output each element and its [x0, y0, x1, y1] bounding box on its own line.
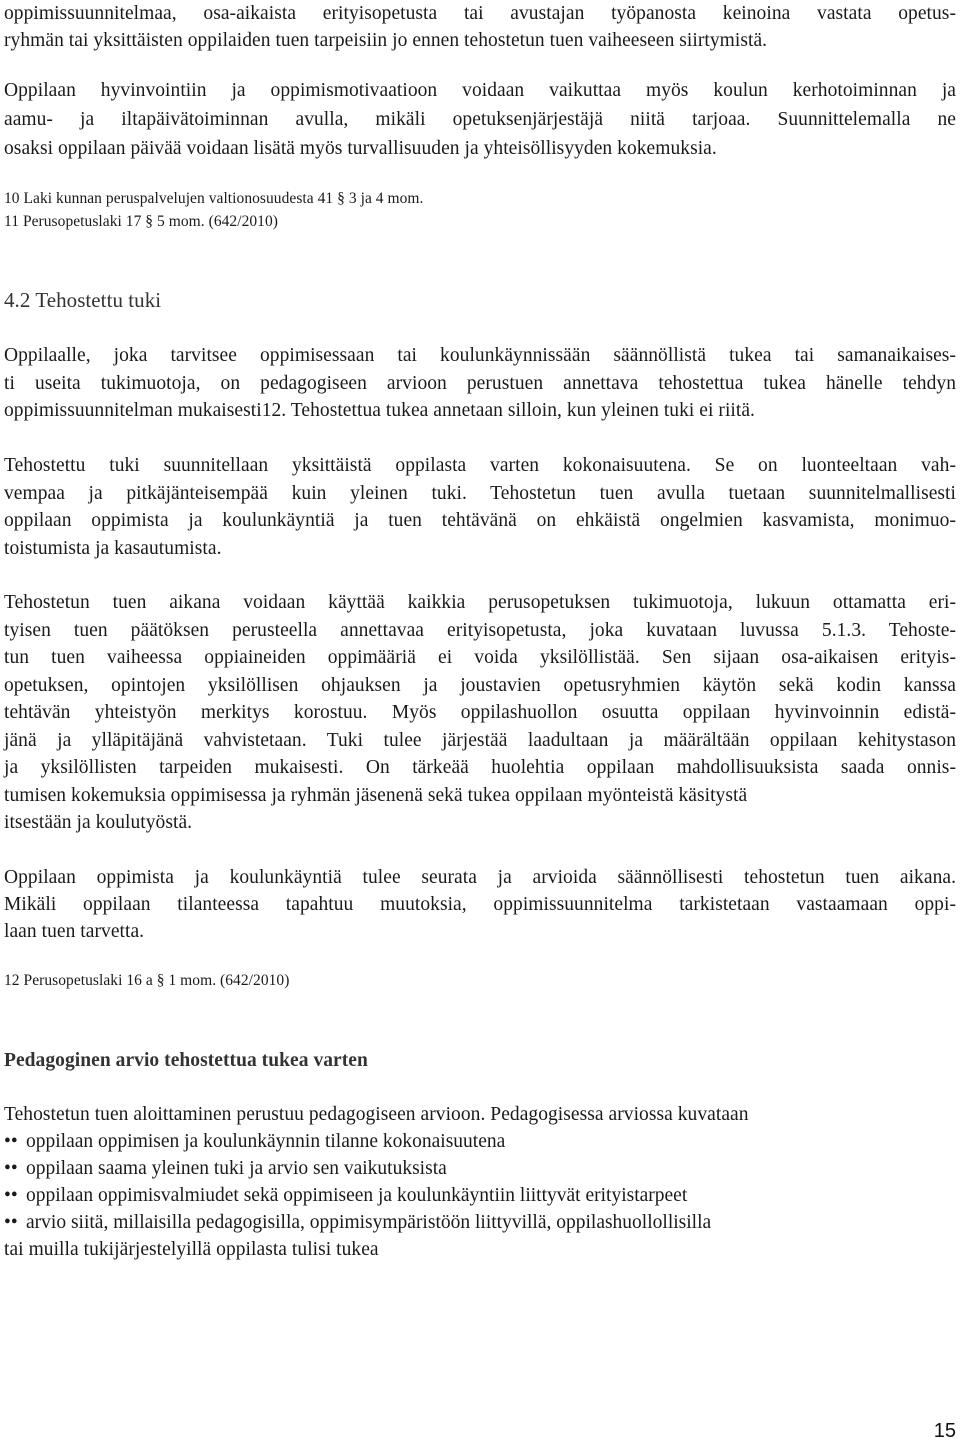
- paragraph-line: opetuksen, opintojen yksilöllisen ohjauksen ja joustavien opetusryhmien käytön sekä kodin kanssa: [4, 675, 956, 696]
- bullet-icon: ••: [4, 1212, 18, 1233]
- footnote: 12 Perusopetuslaki 16 a § 1 mom. (642/2010): [4, 972, 290, 989]
- paragraph-line: oppilaan oppimista ja koulunkäyntiä ja tuen tehtävänä on ehkäistä ongelmien kasvamista, monimuo-: [4, 510, 956, 531]
- section-heading: 4.2 Tehostettu tuki: [4, 288, 162, 312]
- paragraph-line: tehtävän yhteistyön merkitys korostuu. Myös oppilashuollon osuutta oppilaan hyvinvoinnin edistä-: [4, 702, 956, 723]
- footnote: 11 Perusopetuslaki 17 § 5 mom. (642/2010): [4, 213, 278, 230]
- list-item-continuation: tai muilla tukijärjestelyillä oppilasta tulisi tukea: [4, 1239, 379, 1260]
- paragraph-line: vempaa ja pitkäjänteisempää kuin yleinen tuki. Tehostetun tuen avulla tuetaan suunnitelmallisesti: [4, 483, 956, 504]
- paragraph-line: Oppilaan hyvinvointiin ja oppimismotivaatioon voidaan vaikuttaa myös koulun kerhotoiminnan ja: [4, 80, 956, 101]
- paragraph-line: tyisen tuen päätöksen perusteella annettavaa erityisopetusta, joka kuvataan luvussa 5.1.3. Tehoste-: [4, 620, 956, 641]
- footnote: 10 Laki kunnan peruspalvelujen valtionosuudesta 41 § 3 ja 4 mom.: [4, 190, 424, 207]
- list-item: [4, 1128, 505, 1155]
- paragraph-line: Oppilaalle, joka tarvitsee oppimisessaan tai koulunkäynnissään säännöllistä tukea tai samanaikaises-: [4, 345, 956, 366]
- list-item-text: arvio siitä, millaisilla pedagogisilla, oppimisympäristöön liittyvillä, oppilashuollollisilla: [26, 1212, 712, 1233]
- paragraph-line: Oppilaan oppimista ja koulunkäyntiä tulee seurata ja arvioida säännöllisesti tehostetun tuen aikana.: [4, 867, 956, 888]
- list-item: [4, 1209, 711, 1236]
- paragraph-line: Mikäli oppilaan tilanteessa tapahtuu muutoksia, oppimissuunnitelma tarkistetaan vastaamaan oppi-: [4, 894, 956, 915]
- paragraph-line: tumisen kokemuksia oppimisessa ja ryhmän jäsenenä sekä tukea oppilaan myönteistä käsitystä: [4, 785, 748, 806]
- list-item-text: oppilaan oppimisvalmiudet sekä oppimiseen ja koulunkäyntiin liittyvät erityistarpeet: [26, 1185, 688, 1206]
- paragraph-line: ti useita tukimuotoja, on pedagogiseen arvioon perustuen annettava tehostettua tukea hänelle tehdyn: [4, 373, 956, 394]
- list-item: [4, 1182, 687, 1209]
- paragraph-line: ryhmän tai yksittäisten oppilaiden tuen tarpeisiin jo ennen tehostetun tuen vaiheeseen siirtymistä.: [4, 30, 768, 51]
- bullet-icon: ••: [4, 1185, 18, 1206]
- paragraph-line: Tehostetun tuen aikana voidaan käyttää kaikkia perusopetuksen tukimuotoja, lukuun ottamatta eri-: [4, 592, 956, 613]
- bullet-icon: ••: [4, 1131, 18, 1152]
- bullet-icon: ••: [4, 1158, 18, 1179]
- list-item: [4, 1155, 447, 1182]
- paragraph-line: osaksi oppilaan päivää voidaan lisätä myös turvallisuuden ja yhteisöllisyyden kokemuksia.: [4, 138, 717, 159]
- paragraph-line: laan tuen tarvetta.: [4, 921, 145, 942]
- list-item-text: oppilaan oppimisen ja koulunkäynnin tilanne kokonaisuutena: [26, 1131, 506, 1152]
- paragraph-line: Tehostettu tuki suunnitellaan yksittäistä oppilasta varten kokonaisuutena. Se on luonteeltaan vah-: [4, 455, 956, 476]
- paragraph-line: oppimissuunnitelman mukaisesti12. Tehostettua tukea annetaan silloin, kun yleinen tuki ei riitä.: [4, 400, 755, 421]
- subheading: Pedagoginen arvio tehostettua tukea varten: [4, 1050, 368, 1071]
- paragraph-line: tun tuen vaiheessa oppiaineiden oppimääriä ei voida yksilöllistää. Sen sijaan osa-aikaisen erityis-: [4, 647, 956, 668]
- paragraph-line: oppimissuunnitelmaa, osa-aikaista erityisopetusta tai avustajan työpanosta keinoina vastata opetus-: [4, 3, 956, 24]
- list-item-text: oppilaan saama yleinen tuki ja arvio sen vaikutuksista: [26, 1158, 447, 1179]
- paragraph-line: aamu- ja iltapäivätoiminnan avulla, mikäli opetuksenjärjestäjä niitä tarjoaa. Suunnittelemalla ne: [4, 109, 956, 130]
- paragraph-line: jänä ja ylläpitäjänä vahvistetaan. Tuki tulee järjestää laadultaan ja määrältään oppilaan kehitystason: [4, 730, 956, 751]
- paragraph-line: ja yksilöllisten tarpeiden mukaisesti. On tärkeää huolehtia oppilaan mahdollisuuksista saada onnis-: [4, 757, 956, 778]
- paragraph-line: itsestään ja koulutyöstä.: [4, 812, 193, 833]
- paragraph-line: Tehostetun tuen aloittaminen perustuu pedagogiseen arvioon. Pedagogisessa arviossa kuvataan: [4, 1104, 749, 1125]
- page-number: 15: [933, 1420, 956, 1442]
- paragraph-line: toistumista ja kasautumista.: [4, 538, 222, 559]
